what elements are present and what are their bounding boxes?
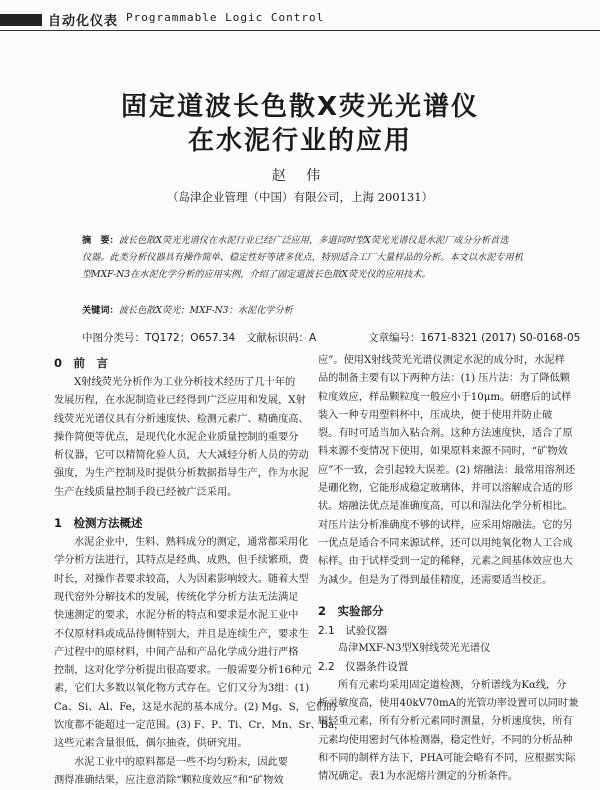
clc-number: 中图分类号：TQ172；O657.34 [82, 332, 236, 344]
body-line: 这些元素含量很低，偶尔抽查，供研究用。 [54, 738, 248, 750]
author: 赵 伟 [271, 168, 329, 184]
body-line: 水泥企业中，生料、熟料成分的测定，通常都采用化 [74, 537, 309, 549]
body-line: 现代窑外分解技术的发展，传统化学分析方法无法满足 [54, 591, 299, 603]
body-line: 裂。有时可适当加入粘合剂。这种方法速度快，适合了原 [318, 428, 573, 440]
document-code: 文献标识码：A [246, 332, 317, 344]
body-line: 为减少。但是为了得到最佳精度，还需要适当校正。 [318, 574, 553, 586]
body-line: 顾轻重元素，所有分析元素同时测量，分析速度快，所有 [318, 716, 573, 728]
body-line: 所有元素均采用固定道检测，分析谱线为Kα线，分 [338, 679, 567, 691]
subsection-heading-2-2: 2.2 仪器条件设置 [318, 661, 409, 674]
subsection-heading-2-1: 2.1 试验仪器 [318, 624, 388, 637]
body-line: 析灵敏度高，使用40kV70mA的光管功率设置可以同时兼 [318, 698, 579, 710]
body-line: 控制，这对化学分析提出很高要求。一般需要分析16种元 [54, 665, 312, 677]
body-line: 标样。由于试样受到一定的稀释，元素之间基体效应也大 [318, 556, 573, 568]
keywords: 关键词：波长色散X荧光；MXF-N3；水泥化学分析 [82, 305, 293, 316]
abstract-line: 摘 要：波长色散X荧光光谱仪在水泥行业已经广泛应用，多道同时型X荧光光谱仪是水泥厂成分分析首选 [82, 235, 509, 246]
body-line: 情况确定。表1为水泥熔片测定的分析条件。 [318, 771, 519, 783]
body-line: 不仅原材料或成品待侧特别大，并且是连续生产，要求生 [54, 628, 309, 640]
body-line: 状。熔融法优点是准确度高，可以和湿法化学分析相比。 [318, 501, 573, 513]
article-number: 文章编号：1671-8321 (2017) S0-0168-05 [368, 332, 581, 344]
body-line: 强度，为生产控制及时提供分析数据指导生产，作为水泥 [54, 468, 309, 480]
body-line: 线荧光光谱仪具有分析速度快、检测元素广、精确度高、 [54, 413, 309, 425]
body-line: 应”。使用X射线荧光光谱仪测定水泥的成分时，水泥样 [318, 355, 565, 366]
body-line: 发展历程，在水泥制造业已经得到广泛应用和发展，X射 [54, 395, 306, 407]
body-line: 元素均使用密封气体检测器，稳定性好，不同的分析品种 [318, 734, 573, 746]
body-line: X射线荧光分析作为工业分析技术经历了几十年的 [74, 377, 296, 388]
body-line: 粒度效应，样品颗粒度一般应小于10μm。研磨后的试样 [318, 391, 572, 403]
running-header [0, 0, 600, 34]
abstract-line: 型MXF-N3在水泥化学分析的应用实例，介绍了固定道波长色散X荧光仪的应用技术。 [82, 269, 431, 280]
section-heading-1: 1 检测方法概述 [54, 516, 143, 531]
body-line: 岛津MXF-N3型X射线荧光光谱仪 [338, 643, 491, 655]
body-line: 装入一种专用塑料杯中，压成块，便于使用并防止破 [318, 409, 553, 421]
section-heading-0: 0 前 言 [54, 356, 109, 370]
affiliation: （岛津企业管理（中国）有限公司，上海 200131） [166, 190, 434, 204]
body-line: 生产在线质量控制手段已经被广泛采用。 [54, 486, 238, 498]
body-line: 产过程中的原材料，中间产品和产品化学成分进行严格 [54, 646, 299, 658]
header-section-label: 自动化仪表 [48, 14, 119, 29]
body-line: 是硼化物，它能形成稳定玻璃体，并可以溶解成合适的形 [318, 483, 573, 495]
article-title-line-1: 固定道波长色散X荧光光谱仪 [120, 92, 480, 122]
body-line: 一优点是适合不同来源试样，还可以用纯氧化物人工合成 [318, 537, 573, 549]
body-line: 快速测定的要求，水泥分析的特点和要求是水泥工业中 [54, 610, 299, 622]
abstract-label: 摘 要： [82, 235, 119, 246]
body-line: 操作简便等优点，是现代化水泥企业质量控制的重要分 [54, 431, 299, 443]
body-line: 学分析方法进行，其特点是经典、成熟，但手续繁琐，费 [54, 555, 309, 567]
body-line: 时长，对操作者要求较高，人为因素影响较大。随着大型 [54, 573, 309, 585]
right-column [318, 352, 579, 787]
header-english-subtitle: Programmable Logic Control [126, 11, 325, 24]
body-line: 饮度都不能超过一定范围。(3) F、P、Ti、Cr、Mn、Sr、Ba， [54, 720, 345, 732]
body-line: 测得准确结果，应注意消除“颗粒度效应”和“矿物效 [54, 774, 284, 786]
section-heading-2: 2 实验部分 [318, 603, 384, 618]
header-rule [0, 30, 600, 31]
body-line: 应”不一致，会引起较大误差。(2) 熔融法：最常用溶剂还 [318, 464, 576, 476]
abstract-line: 仪器。此类分析仪器具有操作简单、稳定性好等诸多优点，特别适合工厂大量样品的分析。本文以水泥专用机 [82, 252, 523, 263]
body-line: 素，它们大多数以氧化物方式存在。它们又分为3组：(1) [54, 683, 310, 695]
left-column [54, 352, 345, 790]
header-bar [0, 14, 42, 26]
body-line: 对压片法分析准确度不够的试样，应采用熔融法。它的另 [318, 519, 573, 531]
article-title-line-2: 在水泥行业的应用 [187, 126, 412, 156]
keywords-label: 关键词： [82, 305, 119, 316]
body-line: Ca、Si、Al、Fe，这是水泥的基本成分。(2) Mg、S，它们的 [54, 701, 337, 713]
body-line: 料来源不变情况下使用，如果原料来源不同时，“矿物效 [318, 446, 568, 458]
body-line: 水泥工业中的原料都是一些不均匀粉末，因此要 [74, 756, 288, 768]
body-line: 品的制备主要有以下两种方法：(1) 压片法：为了降低颗 [318, 373, 570, 385]
body-line: 析仪器，它可以精简化验人员，大大减轻分析人员的劳动 [54, 450, 309, 462]
body-line: 和不同的制样方法下，PHA可能会略有不同，应根据实际 [318, 752, 576, 764]
